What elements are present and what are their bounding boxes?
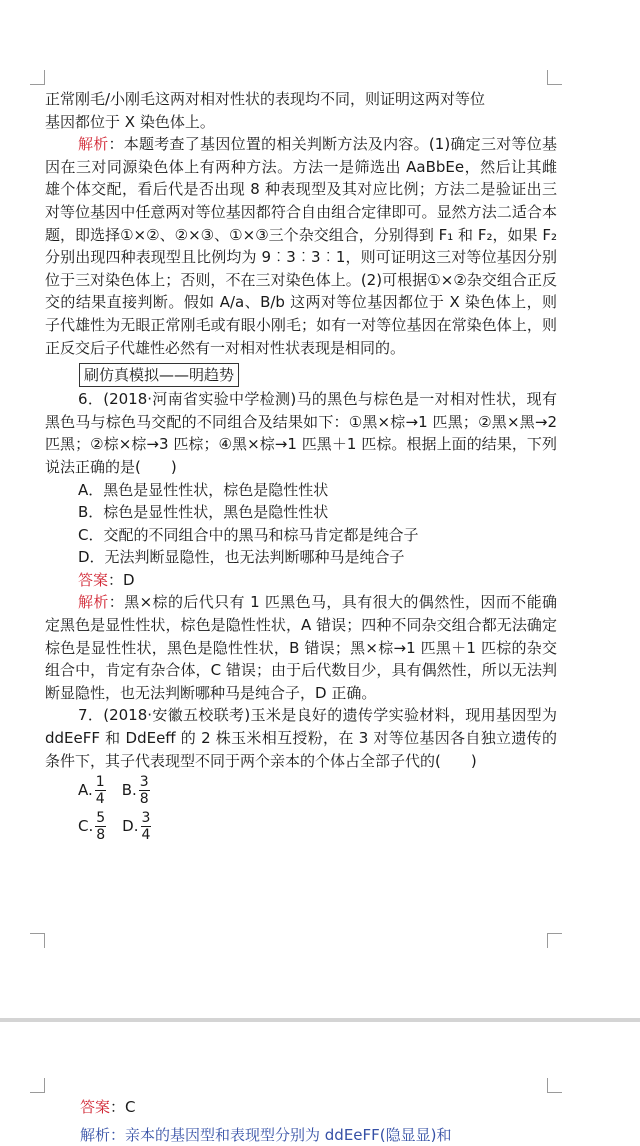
page-2-answer — [80, 1096, 136, 1118]
fraction-numerator: 3 — [139, 773, 149, 790]
question-6-answer — [45, 569, 557, 592]
question-7-stem: 7．(2018·安徽五校联考)玉米是良好的遗传学实验材料，现用基因型为 ddEeFF 和 DdEeff 的 2 株玉米相互授粉，在 3 对等位基因各自独立遗传的条件下，其子代表现型不同于两个亲本的个体占全部子代的( ) — [45, 706, 557, 770]
question-6-option-a: A．黑色是显性性状，棕色是隐性性状 — [78, 480, 329, 499]
question-6-stem: 6．(2018·河南省实验中学检测)马的黑色与棕色是一对相对性状，现有黑色马与棕色马交配的不同组合及结果如下：①黑×棕→1 匹黑；②黑×黑→2 匹黑；②棕×棕→3 匹棕；④黑×棕→1 匹黑＋1 匹棕。根据上面的结果，下列说法正确的是( ) — [45, 390, 557, 476]
fraction — [141, 810, 152, 843]
page-content — [45, 88, 557, 844]
question-7-option-b — [122, 774, 152, 807]
answer-value: ：D — [108, 570, 135, 589]
option-letter: C. — [78, 816, 94, 835]
option-letter: A. — [78, 780, 93, 799]
fraction-denominator: 8 — [139, 790, 149, 807]
question-6-option-d: D．无法判断显隐性，也无法判断哪种马是纯合子 — [78, 548, 405, 567]
fraction-numerator: 5 — [96, 809, 106, 826]
question-6-option-b: B．棕色是显性性状，黑色是隐性性状 — [78, 503, 329, 522]
fraction-denominator: 4 — [95, 790, 105, 807]
question-7-options-row-2 — [45, 808, 557, 844]
corner-mark-bottom-right — [547, 933, 562, 948]
text-line: 正常刚毛/小刚毛这两对相对性状的表现均不同，则证明这两对等位 — [45, 90, 486, 108]
analysis-text: ：本题考查了基因位置的相关判断方法及内容。(1)确定三对等位基因在三对同源染色体上有两种方法。方法一是筛选出 AaBbEe，然后让其雌雄个体交配，看后代是否出现 8 种表现型及其对应比例；方法二是验证出三对等位基因中任意两对等位基因都符合自由组合定律即可。显然方法二适合本题，即选择①×②、②×③、①×③三个杂交组合，分别得到 F₁ 和 F₂，如果 F₂ 分别出现四种表现型且比例均为 9︰3︰3︰1，则可证明这三对等位基因分别位于三对染色体上；否则，不在三对染色体上。(2)可根据①×②杂交组合正反交的结果直接判断。假如 A/a、B/b 这两对等位基因都位于 X 染色体上，则子代雄性为无眼正常刚毛或有眼小刚毛；如有一对等位基因在常染色体上，则正反交后子代雄性必然有一对相对性状表现是相同的。 — [45, 135, 557, 357]
question-7-option-c — [78, 810, 108, 843]
analysis-text: ：黑×棕的后代只有 1 匹黑色马，具有很大的偶然性，因而不能确定黑色是显性性状，棕色是隐性性状，A 错误；四种不同杂交组合都无法确定棕色是显性性状，黑色是隐性性状，B 错误；黑×棕→1 匹黑＋1 匹棕的杂交组合中，肯定有杂合体，C 错误；由于后代数目少，具有偶然性，所以无法判断显隐性，也无法判断哪种马是纯合子，D 正确。 — [45, 593, 557, 702]
document-page-2 — [0, 1022, 640, 1144]
analysis-label: 解析 — [78, 135, 109, 154]
fraction-denominator: 4 — [141, 826, 151, 843]
corner-mark-bottom-left — [30, 933, 45, 948]
corner-mark-top-left — [30, 70, 45, 85]
question-6-analysis — [45, 591, 557, 704]
answer-label: 答案 — [78, 570, 109, 589]
fraction — [139, 774, 150, 807]
corner-mark-top-right — [547, 70, 562, 85]
page-2-analysis-cut: 解析：亲本的基因型和表现型分别为 ddEeFF(隐显显)和 — [80, 1126, 452, 1144]
fraction-numerator: 3 — [141, 809, 151, 826]
fraction-numerator: 1 — [95, 773, 105, 790]
fraction — [95, 810, 106, 843]
answer-label: 答案 — [80, 1098, 111, 1116]
analysis-label: 解析 — [78, 593, 109, 612]
question-7-options-row-1 — [45, 772, 557, 808]
option-letter: D. — [122, 816, 139, 835]
corner-mark-top-left — [30, 1078, 45, 1093]
fraction — [95, 774, 106, 807]
question-6-option-c: C．交配的不同组合中的黑马和棕马肯定都是纯合子 — [78, 525, 419, 544]
question-7-option-d — [122, 810, 153, 843]
text-line: 基因都位于 X 染色体上。 — [45, 112, 215, 131]
section-heading-box: 刷仿真模拟——明趋势 — [79, 363, 239, 387]
corner-mark-top-right — [547, 1078, 562, 1093]
option-letter: B. — [121, 780, 137, 799]
analysis-paragraph — [45, 133, 557, 359]
fraction-denominator: 8 — [96, 826, 106, 843]
answer-value: ：C — [110, 1098, 136, 1116]
question-7-option-a — [78, 774, 108, 807]
